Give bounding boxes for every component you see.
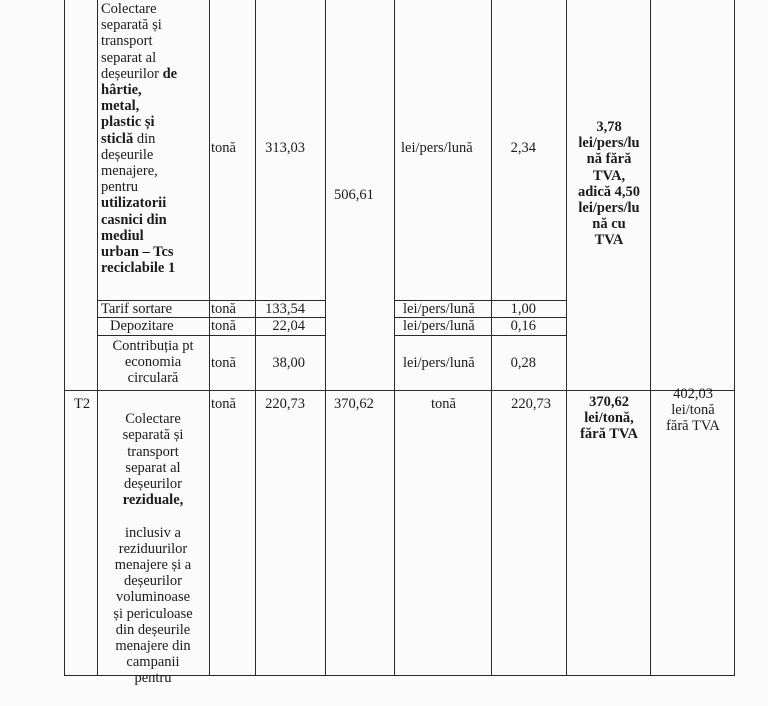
row-code-t2: T2 [74, 396, 91, 412]
service-depozitare: Depozitare [110, 318, 174, 334]
quantity-cell: 220,73 [265, 396, 305, 412]
table-col-line [255, 0, 256, 676]
service-line-text: deșeurilor [101, 65, 163, 82]
table-col-line [491, 0, 492, 676]
service-line-text: metal, [101, 98, 140, 115]
table-col-line [325, 0, 326, 676]
unit-cell: tonă [211, 318, 236, 334]
row-line [64, 390, 735, 391]
table-col-line [394, 0, 395, 676]
total-cell: 370,62 [334, 396, 374, 412]
service-line [101, 50, 207, 66]
service-sortare: Tarif sortare [101, 301, 173, 317]
service-t2-post: inclusiv a reziduurilor menajere și a deșeurilor voluminoase și periculoase din deșeurile menajere din campanii pentru [113, 524, 193, 687]
tariff-value-cell: 1,00 [510, 301, 536, 317]
service-line-text: casnici din [101, 211, 167, 228]
table-col-line [650, 0, 651, 676]
unit-cell: tonă [211, 140, 236, 156]
total-cell: 506,61 [334, 187, 374, 203]
service-line [101, 147, 207, 163]
service-line [101, 179, 207, 195]
service-line [101, 260, 207, 276]
table-border-left [64, 0, 65, 676]
service-line-tail: de [162, 65, 178, 82]
tariff-unit-cell: lei/pers/lună [403, 301, 475, 317]
tariff-total-text-t2: 370,62 lei/tonă, fără TVA [580, 394, 638, 443]
service-line [101, 98, 207, 114]
service-line-text: utilizatorii [101, 195, 167, 212]
tariff-unit-cell: lei/pers/lună [401, 140, 473, 156]
service-description-t2 [98, 395, 208, 687]
service-line [101, 114, 207, 130]
table-border-right [734, 0, 735, 676]
service-line [101, 66, 207, 82]
service-line [101, 17, 207, 33]
service-line-text: urban – Tcs [101, 244, 174, 261]
tariff-value-cell: 0,16 [510, 318, 536, 334]
quantity-cell: 313,03 [265, 140, 305, 156]
service-line-text: transport [101, 33, 153, 50]
service-description-tcs1 [101, 1, 207, 276]
service-line-text: plastic și [101, 114, 155, 131]
tariff-unit-cell: tonă [431, 396, 456, 412]
row-line [97, 335, 326, 336]
unit-cell: tonă [211, 301, 236, 317]
final-tariff-t2: 402,03 lei/tonă fără TVA [666, 386, 720, 435]
service-line [101, 195, 207, 211]
service-contributie: Contribuția pt economia circulară [112, 338, 194, 387]
service-line-text: sticlă [101, 130, 134, 147]
service-t2-pre: Colectare separată și transport separat al deșeurilor [122, 411, 184, 493]
service-line-text: separată și [101, 17, 162, 34]
unit-cell: tonă [211, 355, 236, 371]
tariff-unit-cell: lei/pers/lună [403, 355, 475, 371]
service-line [101, 82, 207, 98]
quantity-cell: 133,54 [265, 301, 305, 317]
tariff-value-cell: 2,34 [510, 140, 536, 156]
table-col-line [566, 0, 567, 676]
service-line-text: deșeurile [101, 146, 154, 163]
service-line-text: Colectare [101, 1, 157, 17]
service-line [101, 163, 207, 179]
service-line [101, 228, 207, 244]
row-line [394, 335, 567, 336]
service-line-text: separat al [101, 49, 157, 66]
service-line-text: hârtie, [101, 82, 142, 99]
service-line-text: reciclabile 1 [101, 260, 176, 277]
tariff-unit-cell: lei/pers/lună [403, 318, 475, 334]
service-line-tail: din [133, 130, 156, 147]
service-line [101, 131, 207, 147]
unit-cell: tonă [211, 396, 236, 412]
tariff-value-cell: 0,28 [510, 355, 536, 371]
quantity-cell: 22,04 [272, 318, 305, 334]
service-line-text: pentru [101, 179, 139, 196]
table-col-line [209, 0, 210, 676]
service-t2-bold: reziduale, [122, 492, 184, 509]
quantity-cell: 38,00 [272, 355, 305, 371]
service-line [101, 212, 207, 228]
service-line [101, 244, 207, 260]
service-line-text: mediul [101, 227, 144, 244]
service-line [101, 1, 207, 17]
tariff-value-cell: 220,73 [511, 396, 551, 412]
service-line [101, 33, 207, 49]
service-line-text: menajere, [101, 163, 158, 180]
tariff-total-text: 3,78 lei/pers/lu nă fără TVA, adică 4,50 lei/pers/lu nă cu TVA [577, 119, 641, 249]
